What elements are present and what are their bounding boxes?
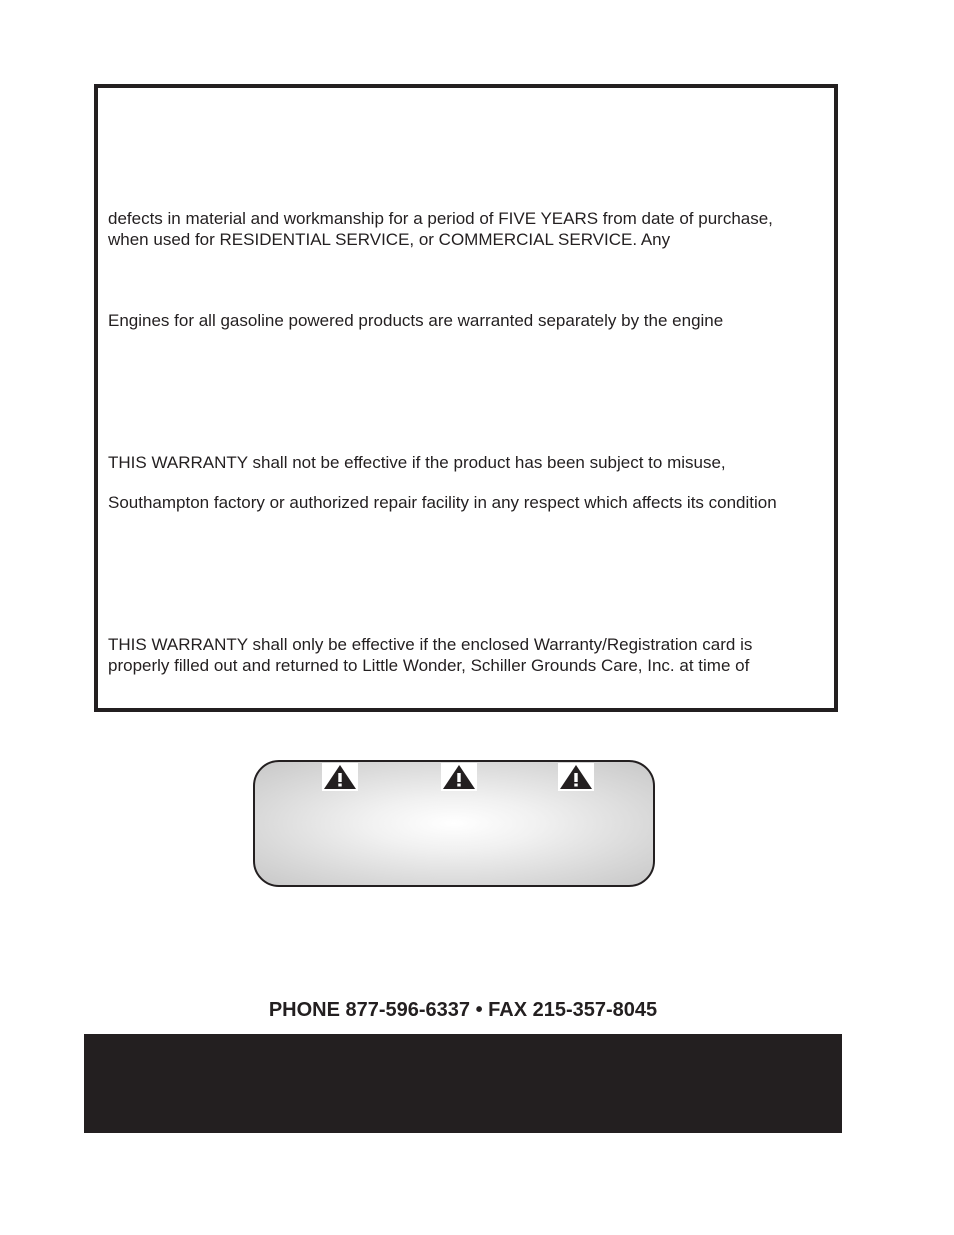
contact-phone-fax: PHONE 877-596-6337 • FAX 215-357-8045 [268, 999, 658, 1021]
warranty-text-line: properly filled out and returned to Little Wonder, Schiller Grounds Care, Inc. at time of [108, 656, 750, 675]
warranty-text-line: when used for RESIDENTIAL SERVICE, or COMMERCIAL SERVICE. Any [108, 230, 671, 249]
warranty-text-line: defects in material and workmanship for a period of FIVE YEARS from date of purchase, [108, 209, 773, 228]
warranty-text-line: Southampton factory or authorized repair facility in any respect which affects its condition [108, 493, 777, 512]
warranty-text-line: Engines for all gasoline powered products are warranted separately by the engine [108, 311, 724, 330]
safety-warning-panel [253, 760, 655, 887]
warning-triangle-icon [441, 763, 477, 791]
warranty-text-line: THIS WARRANTY shall not be effective if the product has been subject to misuse, [108, 453, 726, 472]
footer-bar [84, 1034, 842, 1133]
warning-triangle-icon [322, 763, 358, 791]
warranty-box [94, 84, 838, 712]
warning-triangle-icon [558, 763, 594, 791]
warranty-text-line: THIS WARRANTY shall only be effective if the enclosed Warranty/Registration card is [108, 635, 753, 654]
